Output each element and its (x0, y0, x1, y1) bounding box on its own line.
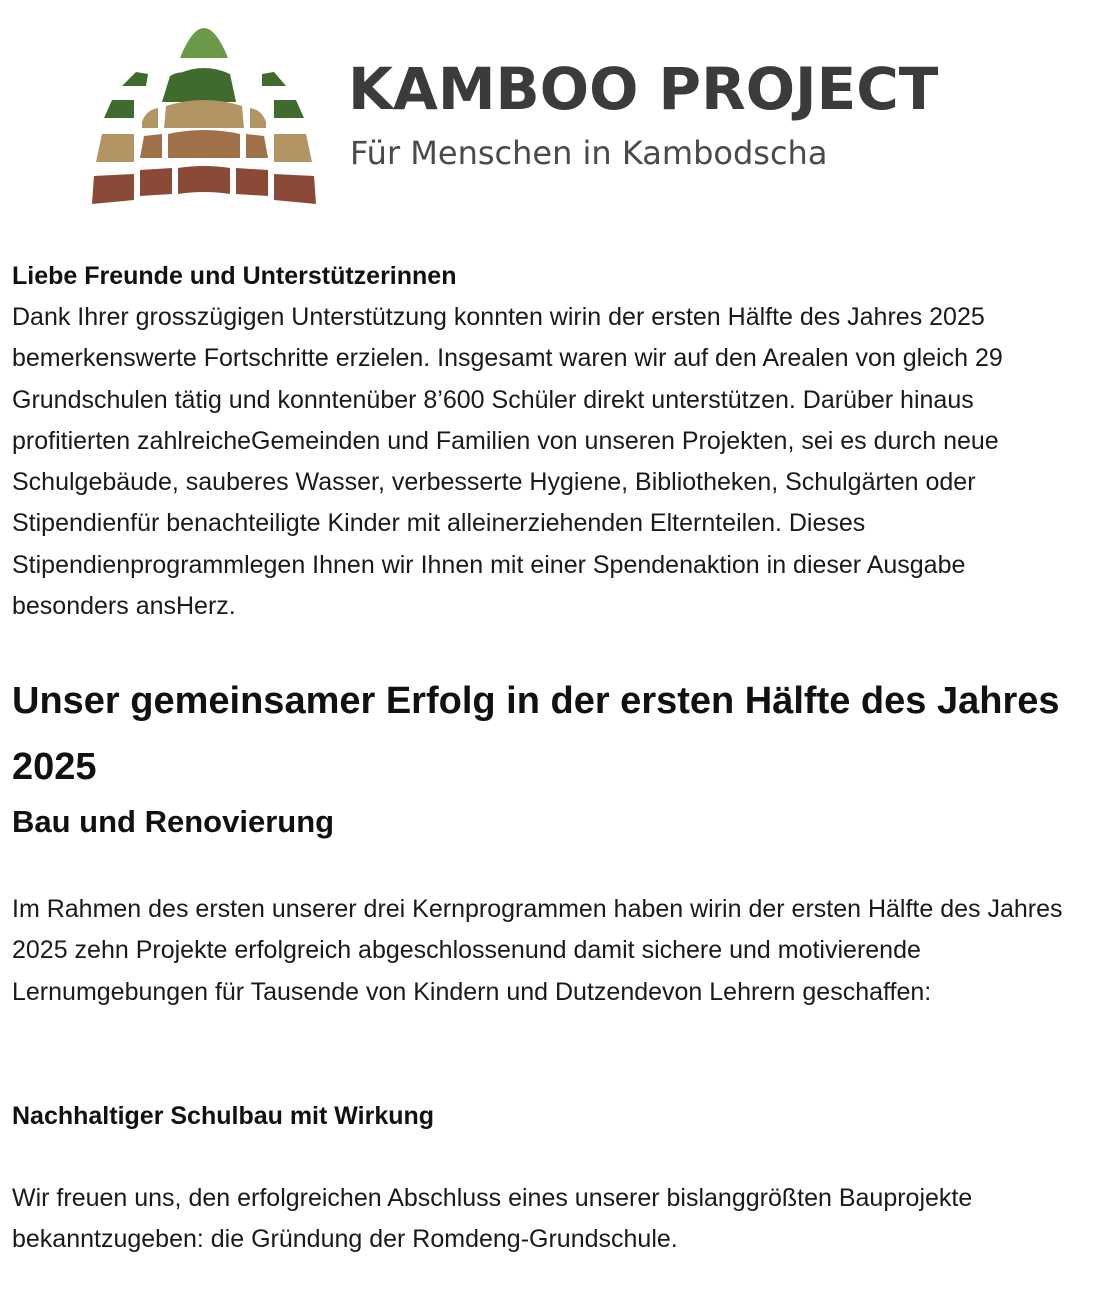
brand-tagline: Für Menschen in Kambodscha (350, 134, 828, 172)
section-subheading: Bau und Renovierung (12, 804, 335, 839)
newsletter-header (0, 0, 1099, 230)
intro-paragraph: Dank Ihrer grosszügigen Unterstützung konnten wirin der ersten Hälfte des Jahres 2025 bemerkenswerte Fortschritte erzielen. Insgesamt waren wir auf den Arealen von gleich 29 Grundschulen tätig und konntenüber 8’600 Schüler direkt unterstützen. Darüber hinaus profitierten zahlreicheGemeinden und Familien von unseren Projekten, sei es durch neue Schulgebäude, sauberes Wasser, verbesserte Hygiene, Bibliotheken, Schulgärten oder Stipendienfür benachteiligte Kinder mit alleinerziehenden Elternteilen. Dieses Stipendienprogrammlegen Ihnen wir Ihnen mit einer Spendenaktion in dieser Ausgabe besonders ansHerz. (12, 303, 1003, 621)
subsection-paragraph: Wir freuen uns, den erfolgreichen Abschluss eines unserer bislanggrößten Bauprojekte bekanntzugeben: die Gründung der Romdeng-Grundschule. (12, 1184, 973, 1254)
section-heading: Unser gemeinsamer Erfolg in der ersten Hälfte des Jahres 2025 (12, 680, 1060, 788)
section-paragraph: Im Rahmen des ersten unserer drei Kernprogrammen haben wirin der ersten Hälfte des Jahres 2025 zehn Projekte erfolgreich abgeschlossenund damit sichere und motivierende Lernumgebungen für Tausende von Kindern und Dutzendevon Lehrern geschaffen: (12, 895, 1063, 1006)
subsection-heading: Nachhaltiger Schulbau mit Wirkung (12, 1102, 435, 1130)
intro-section (12, 256, 1077, 627)
brand-name: KAMBOO PROJECT (348, 55, 939, 123)
tree-stacked-bricks-logo-icon (88, 28, 320, 212)
greeting-heading: Liebe Freunde und Unterstützerinnen (12, 262, 457, 290)
